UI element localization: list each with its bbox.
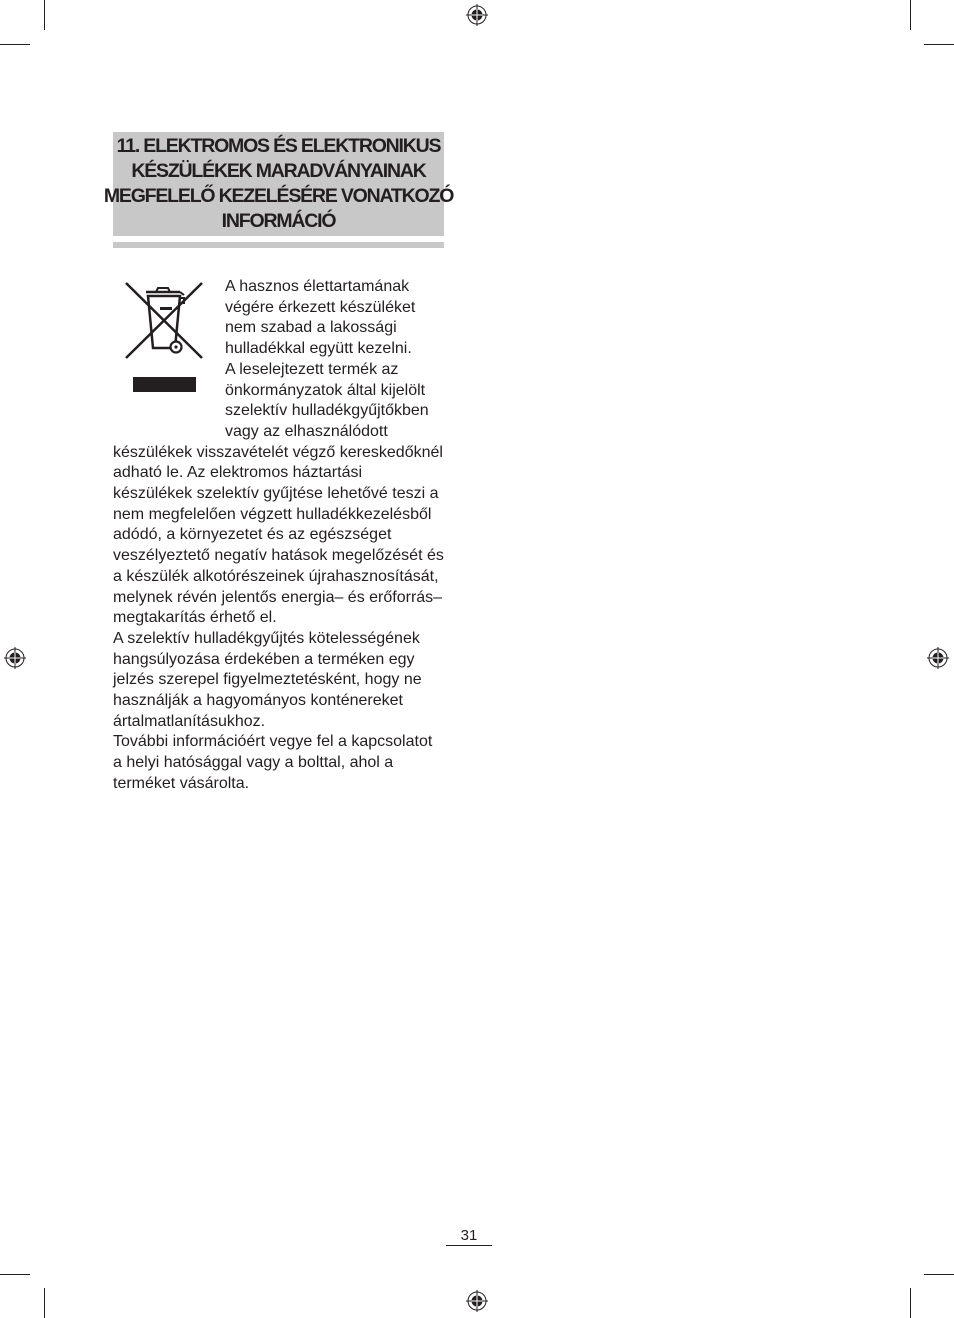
registration-mark-icon [466,1290,488,1312]
section-heading [103,132,454,236]
page-number-underline [446,1245,492,1246]
section-heading-line: MEGFELELŐ KEZELÉSÉRE VONATKOZÓ [103,185,454,207]
paragraph: A leselejtezett termék az önkormányzatok által kijelölt szelektív hulladékgyűjtőkben vagy az elhasználódott készülékek visszavételét végző kereskedőknél adható le. Az elektromos háztartási készülékek szelektív gyűjtése lehetővé teszi a nem megfelelően végzett hulladékkezelésből adódó, a környezetet és az egészséget veszélyeztető negatív hatások megelőzését és a készülék alkotórészeinek újrahasznosítását, melynek révén jelentős energia– és erőforrás– megtakarítás érhető el. [113,360,444,627]
crop-mark-top-right-vertical [910,0,911,30]
section-heading-line: INFORMÁCIÓ [221,210,336,232]
paragraph: A szelektív hulladékgyűjtés kötelességének hangsúlyozása érdekében a terméken egy jelzés szerepel figyelmeztetésként, hogy ne használják a hagyományos konténereket ártalmatlanításukhoz. [113,629,422,730]
crop-mark-top-left-vertical [44,0,45,30]
registration-mark-icon [466,4,488,26]
heading-underline [113,242,444,248]
crop-mark-bottom-left-vertical [44,1288,45,1318]
section-heading-line: 11. ELEKTROMOS ÉS ELEKTRONIKUS [116,135,441,157]
paragraph: A hasznos élettartamának végére érkezett készüléket nem szabad a lakossági hulladékkal együtt kezelni. [225,278,416,358]
registration-mark-icon [927,647,949,669]
page-number: 31 [460,1227,478,1244]
section-heading-line: KÉSZÜLÉKEK MARADVÁNYAINAK [131,160,426,182]
paragraph: További információért vegye fel a kapcsolatot a helyi hatósággal vagy a bolttal, ahol a terméket vásárolta. [113,733,433,792]
crop-mark-top-left-horizontal [0,44,30,45]
symbol-spacer [113,277,225,422]
crop-mark-bottom-right-horizontal [924,1274,954,1275]
crop-mark-bottom-left-horizontal [0,1274,30,1275]
section-body [113,277,445,795]
crop-mark-bottom-right-vertical [910,1288,911,1318]
registration-mark-icon [4,647,26,669]
crop-mark-top-right-horizontal [924,44,954,45]
